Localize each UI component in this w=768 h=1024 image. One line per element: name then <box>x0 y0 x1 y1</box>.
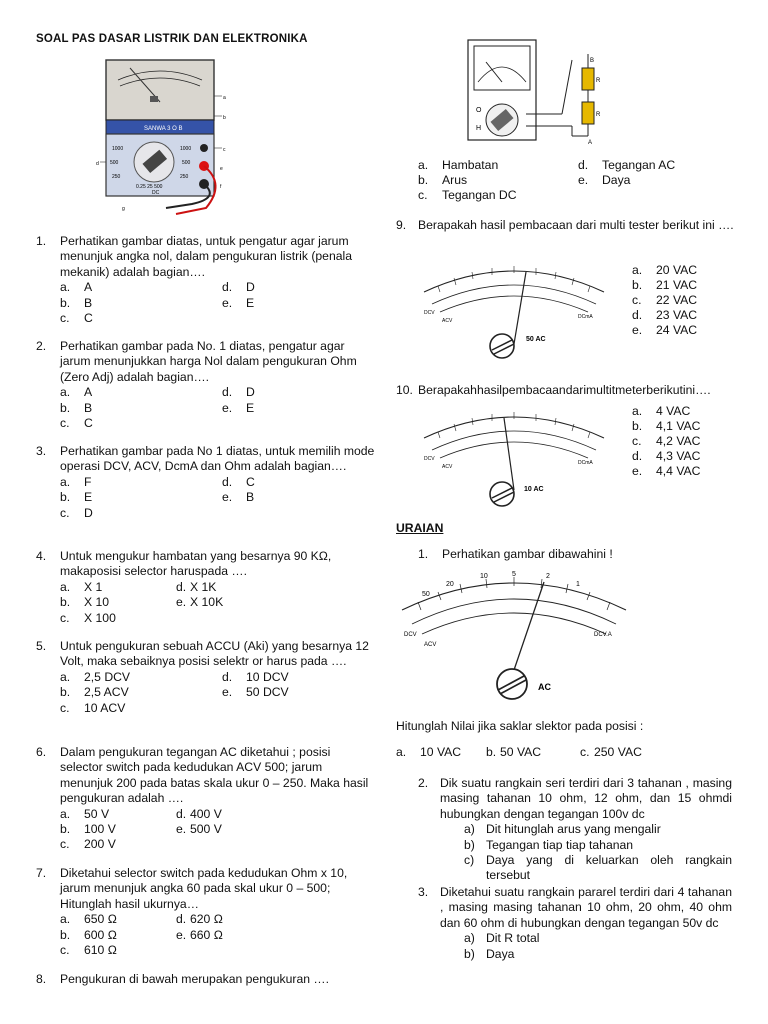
question-1 <box>36 234 376 326</box>
q8-option-b: b. Arus <box>418 173 468 187</box>
q10-option-c: c. 4,2 VAC <box>632 434 701 448</box>
option-row: a. 2,5 DCV d. 10 DCV <box>60 669 289 684</box>
q8-option-c: c. Tegangan DC <box>418 188 517 202</box>
option-row: b. 2,5 ACV e. 50 DCV <box>60 685 289 700</box>
question-text: Diketahui suatu rangkain pararel terdiri dari 4 tahanan , masing masing tahanan 10 ohm, 20 ohm, 40 ohm dan 60 ohm di hubungkan dengan tegangan 50v dc <box>440 885 732 930</box>
meter-tag-f: f <box>220 184 222 190</box>
option-row: a. A d. D <box>60 385 255 400</box>
question-number: 8. <box>36 972 47 986</box>
section-heading-uraian: URAIAN <box>396 521 444 535</box>
scale-label-dcma: DCmA <box>578 314 593 320</box>
dial-position-label: 10 AC <box>524 486 544 493</box>
q8-option-e: e. Daya <box>578 173 631 187</box>
scale-tick-2: 2 <box>546 573 550 580</box>
question-text: Pengukuran di bawah merupakan pengukuran …. <box>60 972 329 986</box>
meter-tag-c: c <box>223 147 226 153</box>
meter-tag-a: a <box>223 95 226 101</box>
q10-option-d: d. 4,3 VAC <box>632 449 701 463</box>
meter-tag-e: e <box>220 166 223 172</box>
q9-option-b: b. 21 VAC <box>632 278 698 292</box>
question-8 <box>36 972 376 987</box>
scale-label-dcv: DCV <box>404 632 417 638</box>
scale-tick-1: 1 <box>576 581 580 588</box>
option-row: a. 50 V d. 400 V <box>60 806 222 821</box>
option-row: b. B e. E <box>60 295 255 310</box>
dial-left-2: 500 <box>110 160 119 166</box>
question-text: Dalam pengukuran tegangan AC diketahui ; posisi selector switch pada kedudukan ACV 500; jarum menunjuk 200 pada batas skala ukur 0 – 250. Maka hasil pengukuran adalah …. <box>60 745 369 806</box>
question-3 <box>36 444 376 521</box>
question-7 <box>36 866 376 958</box>
sub-item: a) Dit hitunglah arus yang mengalir <box>464 822 661 837</box>
q10-option-a: a. 4 VAC <box>632 404 691 418</box>
multimeter-figure <box>96 58 238 218</box>
circuit-label-o: O <box>476 107 482 114</box>
question-number: 4. <box>36 549 47 563</box>
position-a: a. 10 VAC <box>396 745 462 759</box>
scale-label-dcv: DCV <box>424 310 435 316</box>
dial-left-1: 1000 <box>112 146 124 152</box>
option-row: c. 200 V <box>60 837 116 852</box>
question-number: 6. <box>36 745 47 759</box>
scale-label-acv: ACV <box>442 464 453 470</box>
question-6 <box>36 745 376 853</box>
question-10 <box>396 383 736 398</box>
dial-bottom-label: 0.25 25 500 <box>136 184 163 190</box>
scale-figure-uraian <box>396 566 632 706</box>
question-4 <box>36 549 376 626</box>
option-row: c. X 100 <box>60 610 116 625</box>
circuit-label-r2: R <box>596 112 601 118</box>
meter-tag-d: d <box>96 161 99 167</box>
scale-label-dcva: DCV.A <box>594 632 612 638</box>
option-row: c. C <box>60 311 93 326</box>
question-number: 1. <box>36 234 47 248</box>
dial-position-label: AC <box>538 682 551 692</box>
option-row: b. B e. E <box>60 400 255 415</box>
scale-label-acv: ACV <box>424 642 437 648</box>
uraian-1: 1. Perhatikan gambar dibawahini ! <box>418 547 613 561</box>
question-number: 7. <box>36 866 47 880</box>
question-text: Perhatikan gambar pada No. 1 diatas, pengatur agar jarum menunjukkan harga Nol dalam pengukuran Ohm (Zero Adj) adalah bagian…. <box>60 339 357 384</box>
dial-right-3: 250 <box>180 174 189 180</box>
q9-option-d: d. 23 VAC <box>632 308 698 322</box>
question-number: 2. <box>418 776 429 790</box>
option-row: c. D <box>60 505 93 520</box>
circuit-label-a: A <box>588 140 593 146</box>
scale-figure-q10 <box>418 404 610 512</box>
q9-option-e: e. 24 VAC <box>632 323 698 337</box>
question-text: Perhatikan gambar diatas, untuk pengatur agar jarum menunjuk angka nol, dalam pengukuran listrik (penala mekanik) adalah bagian…. <box>60 234 353 279</box>
question-9 <box>396 218 736 233</box>
question-number: 3. <box>418 885 429 899</box>
position-b: b. 50 VAC <box>486 745 542 759</box>
option-row: c. C <box>60 416 93 431</box>
sub-item: a) Dit R total <box>464 931 540 946</box>
question-number: 10. <box>396 383 413 397</box>
question-text: Untuk mengukur hambatan yang besarnya 90 KΩ, makaposisi selector haruspada …. <box>60 549 332 579</box>
option-row: a. X 1 d. X 1K <box>60 579 217 594</box>
option-row: a. F d. C <box>60 474 255 489</box>
uraian-3 <box>418 885 732 962</box>
option-row: b. E e. B <box>60 490 255 505</box>
sub-item: b) Tegangan tiap tiap tahanan <box>464 837 634 852</box>
q9-option-a: a. 20 VAC <box>632 263 698 277</box>
question-number: 9. <box>396 218 407 232</box>
circuit-label-h: H <box>476 125 482 132</box>
page-title: SOAL PAS DASAR LISTRIK DAN ELEKTRONIKA <box>36 33 308 45</box>
scale-figure-q9 <box>418 258 610 366</box>
question-text: Perhatikan gambar pada No 1 diatas, untuk memilih mode operasi DCV, ACV, DcmA dan Ohm adalah bagian…. <box>60 444 375 474</box>
question-text: Dik suatu rangkain seri terdiri dari 3 tahanan , masing masing tahanan 10 ohm, 12 ohm, dan 15 ohmdi hubungkan dengan tegangan 100v dc <box>440 776 732 821</box>
scale-tick-10: 10 <box>480 573 488 580</box>
dial-position-label: 50 AC <box>526 336 546 343</box>
uraian-2 <box>418 776 732 884</box>
question-number: 2. <box>36 339 47 353</box>
q9-option-c: c. 22 VAC <box>632 293 698 307</box>
circuit-label-b: B <box>590 58 595 64</box>
option-row: a. 650 Ω d. 620 Ω <box>60 912 223 927</box>
option-row: b. 100 V e. 500 V <box>60 822 222 837</box>
circuit-figure <box>462 36 612 148</box>
option-row: b. 600 Ω e. 660 Ω <box>60 927 223 942</box>
question-text: Untuk pengukuran sebuah ACCU (Aki) yang besarnya 12 Volt, maka sebaiknya posisi selektr or harus pada …. <box>60 639 369 669</box>
q8-option-d: d. Tegangan AC <box>578 158 676 172</box>
dial-right-1: 1000 <box>180 146 192 152</box>
question-text: Berapakah hasil pembacaan dari multi tester berikut ini …. <box>418 218 734 232</box>
question-text: Berapakahhasilpembacaandarimultitmeterberikutini…. <box>418 383 711 397</box>
question-number: 3. <box>36 444 47 458</box>
meter-brand: SANWA 3 O B <box>144 126 183 132</box>
meter-tag-b: b <box>223 115 226 121</box>
option-row: c. 610 Ω <box>60 943 117 958</box>
sub-item: c) Daya yang di keluarkan oleh rangkain tersebut <box>464 853 732 883</box>
dial-dc-label: DC <box>152 190 160 196</box>
question-number: 5. <box>36 639 47 653</box>
scale-tick-5: 5 <box>512 571 516 578</box>
question-2 <box>36 339 376 431</box>
dial-left-3: 250 <box>112 174 121 180</box>
meter-tag-g: g <box>122 206 125 212</box>
scale-tick-50: 50 <box>422 591 430 598</box>
scale-label-dcma: DCmA <box>578 460 593 466</box>
q10-option-e: e. 4,4 VAC <box>632 464 701 478</box>
sub-item: b) Daya <box>464 946 515 961</box>
question-text: Diketahui selector switch pada kedudukan Ohm x 10, jarum menunjuk angka 60 pada skal ukur 0 – 500; Hitunglah hasil ukurnya… <box>60 866 348 911</box>
position-c: c. 250 VAC <box>580 745 642 759</box>
scale-label-acv: ACV <box>442 318 453 324</box>
circuit-label-r1: R <box>596 78 601 84</box>
q10-option-b: b. 4,1 VAC <box>632 419 701 433</box>
q8-option-a: a. Hambatan <box>418 158 499 172</box>
option-row: a. A d. D <box>60 280 255 295</box>
option-row: b. X 10 e. X 10K <box>60 595 224 610</box>
dial-right-2: 500 <box>182 160 191 166</box>
scale-tick-20: 20 <box>446 581 454 588</box>
option-row: c. 10 ACV <box>60 700 126 715</box>
scale-label-dcv: DCV <box>424 456 435 462</box>
hitung-instruction: Hitunglah Nilai jika saklar slektor pada posisi : <box>396 719 644 733</box>
question-5 <box>36 639 376 716</box>
